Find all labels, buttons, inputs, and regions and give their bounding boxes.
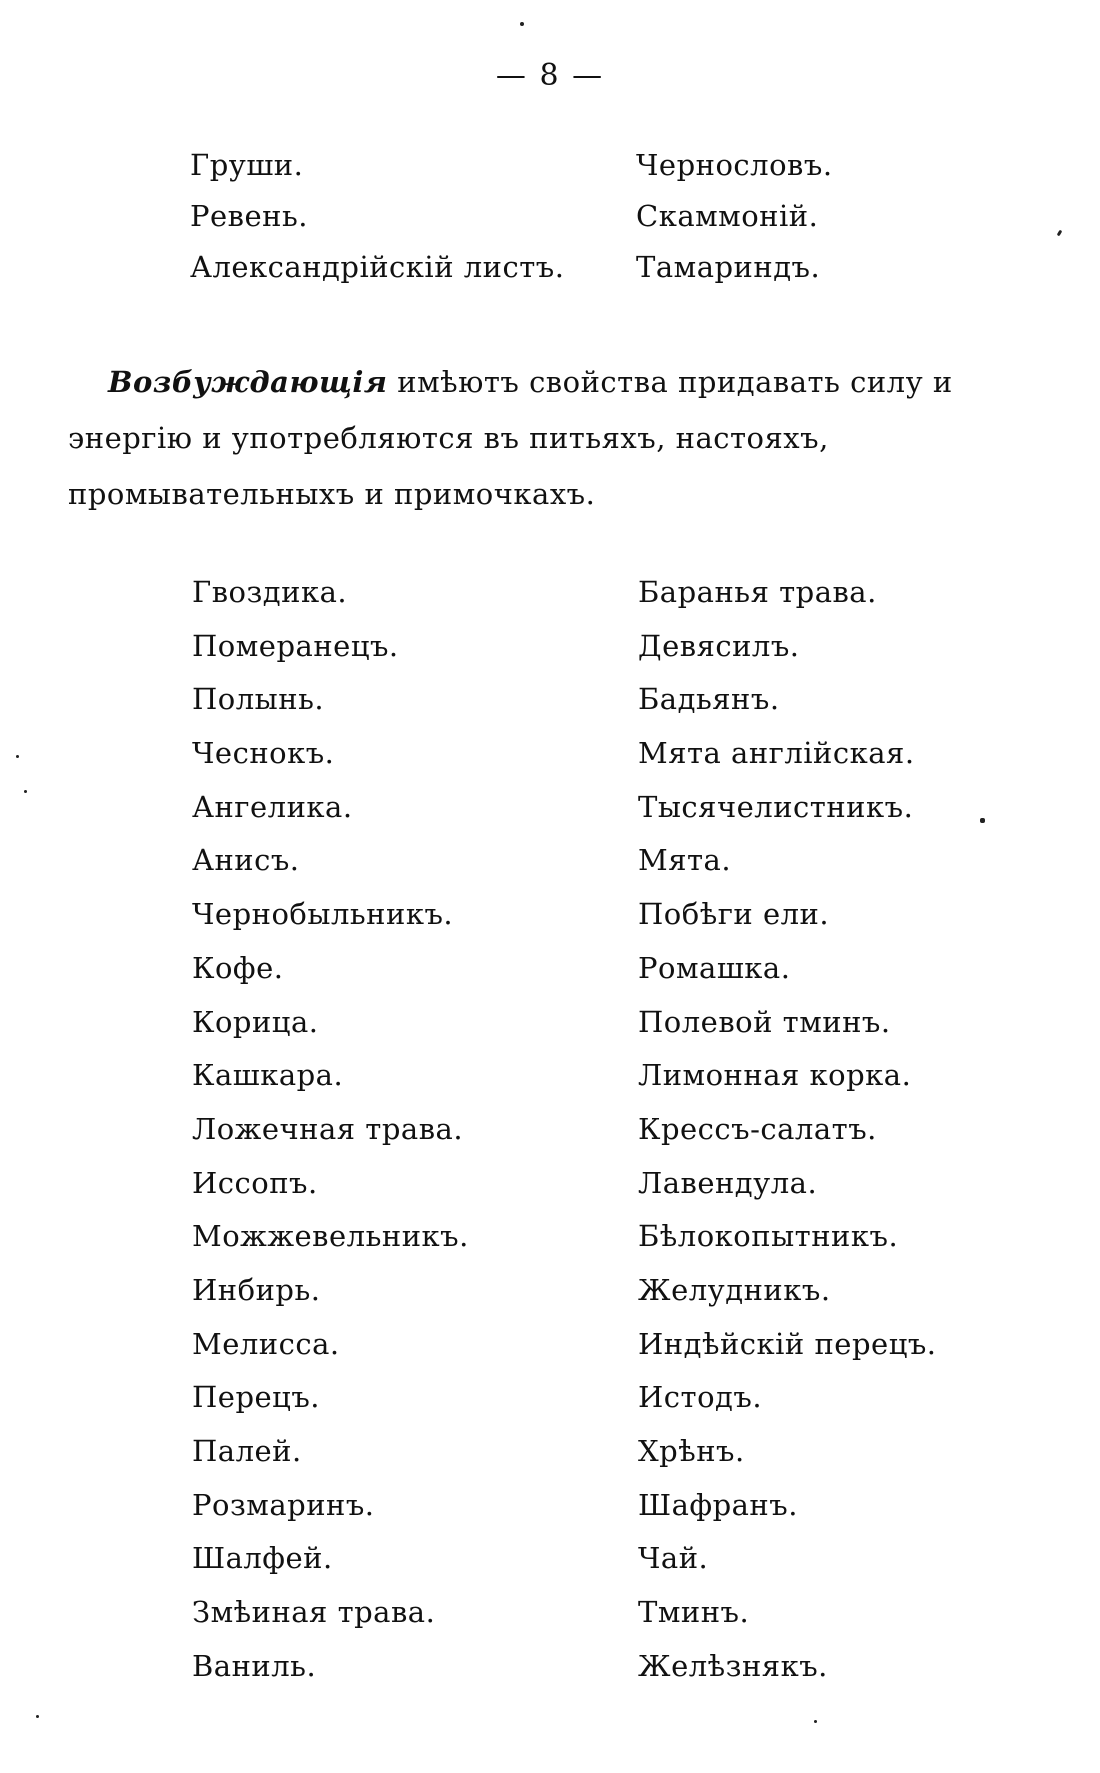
list-item: Лимонная корка. xyxy=(638,1058,912,1093)
scan-speck xyxy=(1057,230,1063,237)
list-item: Ангелика. xyxy=(192,789,353,824)
list-item: Померанецъ. xyxy=(192,628,399,663)
list-item: Перецъ. xyxy=(192,1380,320,1415)
list-item: Желудникъ. xyxy=(638,1272,831,1307)
list-item: Девясилъ. xyxy=(638,628,800,663)
stimulants-list-left xyxy=(192,566,469,1693)
top-list-left xyxy=(190,140,564,293)
list-item: Хрѣнъ. xyxy=(638,1434,745,1468)
scan-speck xyxy=(520,22,524,26)
list-item: Александрійскій листъ. xyxy=(190,250,565,284)
list-item: Полевой тминъ. xyxy=(638,1004,891,1039)
list-item: Мята англійская. xyxy=(638,736,915,771)
list-item: Тминъ. xyxy=(638,1595,750,1630)
list-item: Ревень. xyxy=(190,199,308,233)
list-item: Кофе. xyxy=(192,950,284,985)
stimulants-list-right xyxy=(638,566,937,1693)
list-item: Чай. xyxy=(638,1541,709,1576)
list-item: Ложечная трава. xyxy=(192,1111,464,1146)
list-item: Индѣйскій перецъ. xyxy=(638,1326,937,1361)
list-item: Мелисса. xyxy=(192,1326,340,1361)
list-item: Палей. xyxy=(192,1434,302,1468)
top-list-right xyxy=(636,140,833,293)
list-item: Кашкара. xyxy=(192,1058,344,1093)
list-item: Тамариндъ. xyxy=(636,250,821,284)
list-item: Баранья трава. xyxy=(638,575,877,609)
list-item: Ромашка. xyxy=(638,950,791,985)
list-item: Чернословъ. xyxy=(636,148,833,182)
list-item: Тысячелистникъ. xyxy=(638,789,914,824)
list-item: Лавендула. xyxy=(638,1165,818,1200)
scan-speck xyxy=(16,755,19,758)
scan-speck xyxy=(24,790,27,793)
list-item: Чернобыльникъ. xyxy=(192,897,454,932)
list-item: Бадьянъ. xyxy=(638,682,780,717)
list-item: Истодъ. xyxy=(638,1380,763,1415)
list-item: Инбирь. xyxy=(192,1272,321,1307)
list-item: Груши. xyxy=(190,148,304,182)
section-paragraph xyxy=(68,354,1048,522)
list-item: Анисъ. xyxy=(192,843,300,878)
list-item: Шалфей. xyxy=(192,1541,333,1576)
list-item: Чеснокъ. xyxy=(192,736,335,771)
list-item: Мята. xyxy=(638,843,732,878)
scan-speck xyxy=(36,1715,39,1718)
section-heading: Возбуждающія xyxy=(108,365,388,399)
list-item: Гвоздика. xyxy=(192,575,348,609)
scan-speck xyxy=(814,1720,817,1723)
list-item: Корица. xyxy=(192,1004,319,1039)
list-item: Полынь. xyxy=(192,682,325,717)
list-item: Можжевельникъ. xyxy=(192,1219,469,1254)
list-item: Крессъ-салатъ. xyxy=(638,1111,877,1146)
list-item: Бѣлокопытникъ. xyxy=(638,1219,899,1254)
list-item: Желѣзнякъ. xyxy=(638,1648,828,1683)
list-item: Скаммоній. xyxy=(636,199,819,233)
list-item: Побѣги ели. xyxy=(638,897,830,932)
page-number: — 8 — xyxy=(495,58,605,93)
list-item: Шафранъ. xyxy=(638,1487,798,1522)
list-item: Ваниль. xyxy=(192,1648,317,1683)
list-item: Иссопъ. xyxy=(192,1165,318,1200)
list-item: Розмаринъ. xyxy=(192,1487,375,1522)
list-item: Змѣиная трава. xyxy=(192,1595,436,1630)
scan-speck xyxy=(980,818,985,823)
paragraph-text: имѣютъ свойства придавать силу и энергію и употребляются въ питьяхъ, настояхъ, промывательныхъ и примочкахъ. xyxy=(68,365,953,511)
